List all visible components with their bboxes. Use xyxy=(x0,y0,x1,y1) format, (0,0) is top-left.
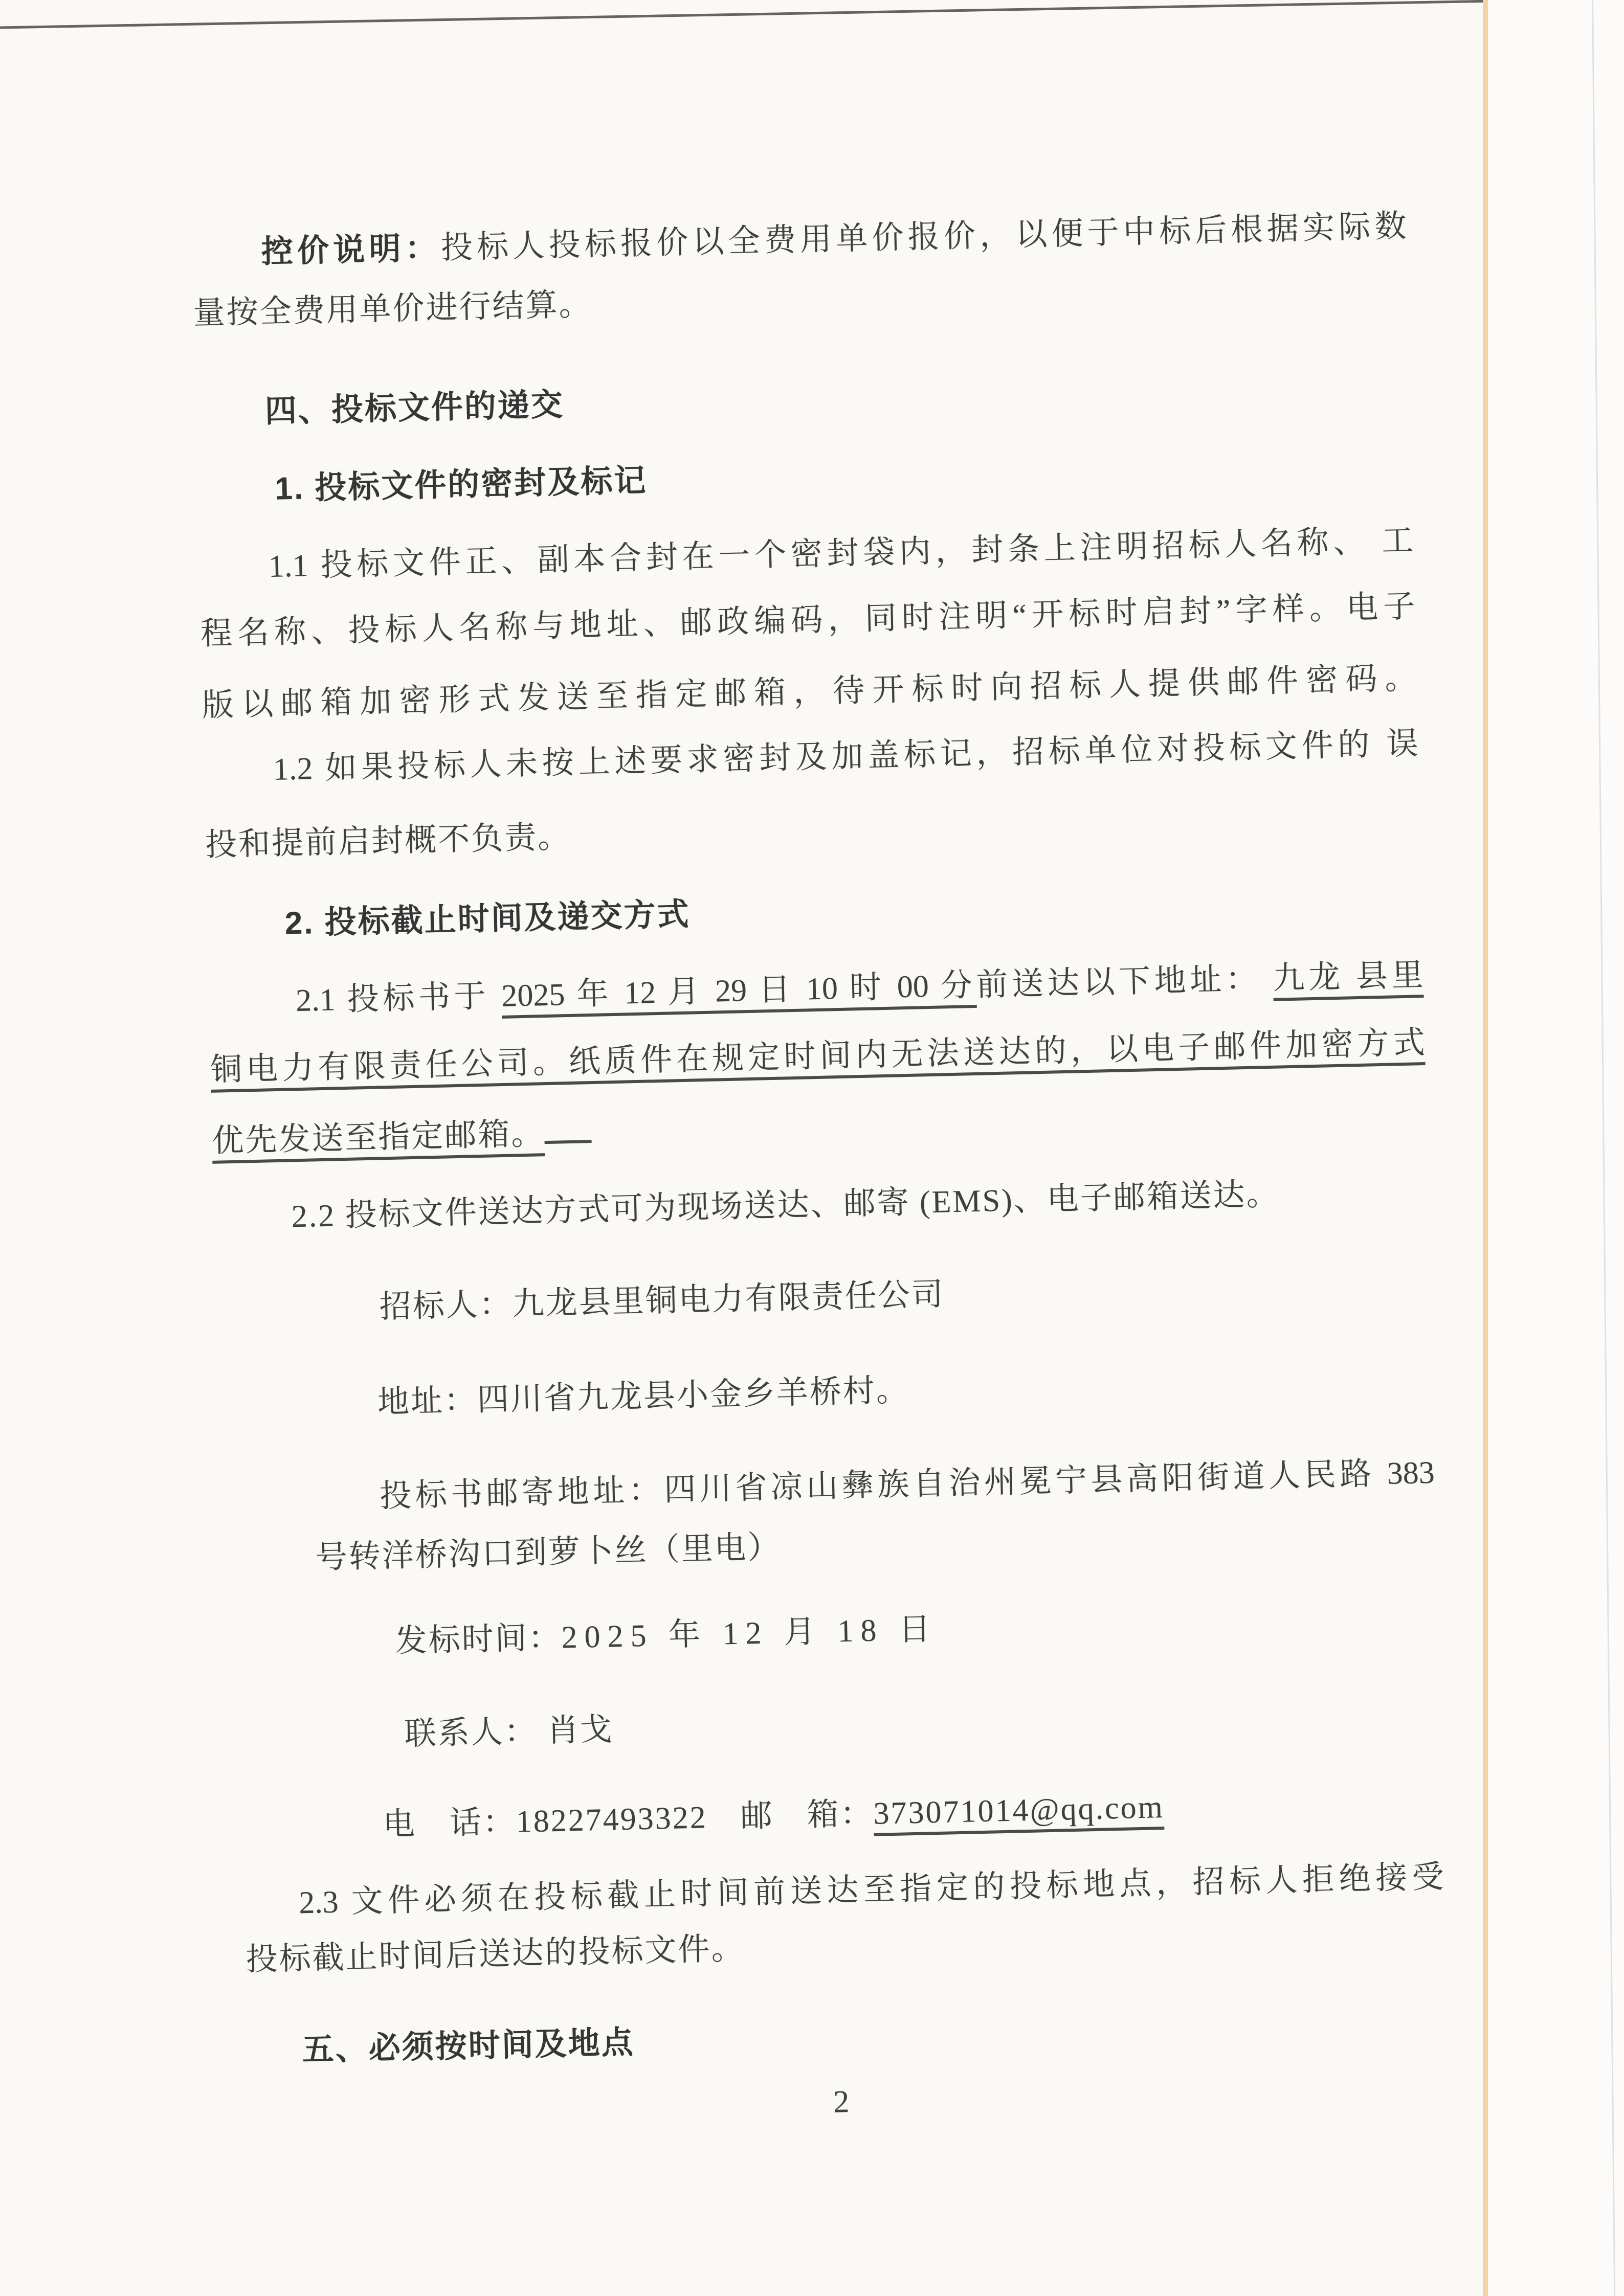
phone-email-line xyxy=(227,1780,1442,1850)
delivery-place-underlined-cont: 铜电力有限责任公司。纸质件在规定时间内无法送达的，以电子邮件加密方式 xyxy=(210,1025,1425,1093)
section-4-heading: 四、投标文件的递交 xyxy=(264,387,565,430)
para-1-1-line3: 版以邮箱加密形式发送至指定邮箱，待开标时向招标人提供邮件密码。 xyxy=(202,661,1417,724)
para-2-1-prefix: 2.1 投标书于 xyxy=(295,978,502,1019)
para-2-1-line3 xyxy=(211,1089,1427,1163)
issue-date-value: 2025 年 12 月 18 日 xyxy=(561,1611,938,1655)
section-4-2-heading: 2. 投标截止时间及递交方式 xyxy=(284,896,691,941)
mail-address-line2: 号转洋桥沟口到萝卜丝（里电） xyxy=(315,1529,782,1575)
tenderer-line: 招标人：九龙县里铜电力有限责任公司 xyxy=(379,1277,945,1325)
issue-date-label: 发标时间： xyxy=(394,1620,562,1659)
control-price-note-line2: 量按全费用单价进行结算。 xyxy=(192,287,593,331)
bid-deadline-underlined: 2025 年 12 月 29 日 10 时 00 分 xyxy=(501,968,977,1019)
email-address-underlined: 373071014@qq.com xyxy=(873,1790,1165,1836)
para-1-2-line1: 1.2 如果投标人未按上述要求密封及加盖标记，招标单位对投标文件的 误 xyxy=(273,726,1419,787)
para-1-2-line2: 投和提前启封概不负责。 xyxy=(205,819,571,863)
address-line: 地址：四川省九龙县小金乡羊桥村。 xyxy=(377,1373,910,1420)
para-1-1-line2: 程名称、投标人名称与地址、邮政编码，同时注明“开标时启封”字样。电子 xyxy=(200,589,1416,652)
phone-label: 电 话： xyxy=(383,1804,517,1842)
page-number: 2 xyxy=(833,2084,850,2120)
control-price-text: 投标人投标报价以全费用单价报价，以便于中标后根据实际数 xyxy=(440,209,1407,266)
para-2-2: 2.2 投标文件送达方式可为现场送达、邮寄 (EMS)、电子邮箱送达。 xyxy=(291,1177,1280,1234)
para-2-1-line2 xyxy=(210,1021,1425,1092)
para-2-1-line1 xyxy=(208,954,1423,1024)
email-label: 邮 箱： xyxy=(706,1796,874,1835)
issue-date-line xyxy=(223,1596,1438,1667)
mail-address-line1: 投标书邮寄地址：四川省凉山彝族自治州冕宁县高阳街道人民路 383 xyxy=(379,1455,1435,1514)
underline-tail xyxy=(544,1108,592,1144)
para-1-1-line1: 1.1 投标文件正、副本合封在一个密封袋内，封条上注明招标人名称、 工 xyxy=(268,523,1414,584)
para-2-1-middle: 前送达以下地址： xyxy=(975,961,1274,1003)
section-5-heading: 五、必须按时间及地点 xyxy=(301,2024,635,2068)
para-2-3-line1: 2.3 文件必须在投标截止时间前送达至指定的投标地点，招标人拒绝接受 xyxy=(298,1859,1444,1921)
control-price-label: 控价说明： xyxy=(261,230,441,270)
delivery-place-underlined-start: 九龙 县里 xyxy=(1273,958,1424,1001)
contact-line: 联系人： 肖戈 xyxy=(404,1712,614,1752)
phone-number: 18227493322 xyxy=(515,1800,708,1839)
delivery-note-underlined-end: 优先发送至指定邮箱。 xyxy=(212,1116,545,1164)
control-price-note-line1 xyxy=(191,205,1407,275)
para-2-3-line2: 投标截止时间后送达的投标文件。 xyxy=(245,1931,745,1977)
section-4-1-heading: 1. 投标文件的密封及标记 xyxy=(274,463,648,507)
